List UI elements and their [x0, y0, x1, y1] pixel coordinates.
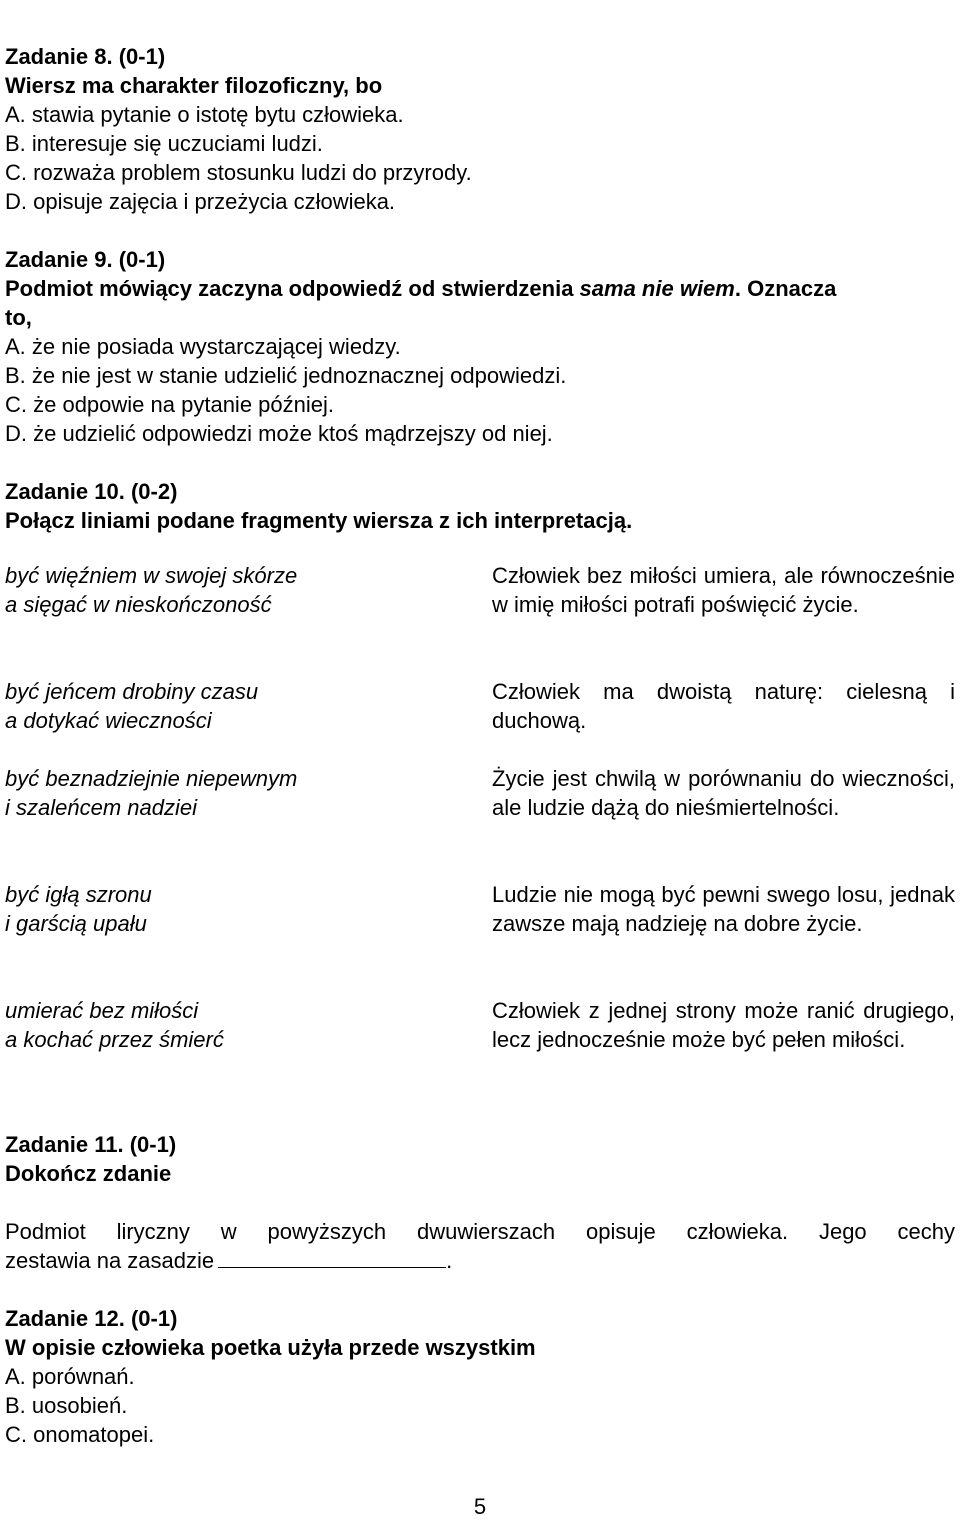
task-12-question: W opisie człowieka poetka użyła przede wszystkim: [5, 1335, 536, 1360]
task-9-option-c[interactable]: C. że odpowie na pytanie później.: [5, 392, 334, 417]
task-11-sentence-line2: [5, 1246, 955, 1275]
task-12-option-c[interactable]: C. onomatopei.: [5, 1422, 155, 1447]
interpretation-text: Człowiek z jednej strony może ranić drugiego, lecz jednocześnie może być pełen miłości.: [492, 998, 955, 1052]
interpretation-text: Człowiek bez miłości umiera, ale równocześnie w imię miłości potrafi poświęcić życie.: [492, 563, 955, 617]
fragment-line: być więźniem w swojej skórze: [5, 563, 298, 588]
page-number: 5: [473, 1494, 487, 1519]
task-8-option-b[interactable]: B. interesuje się uczuciami ludzi.: [5, 131, 323, 156]
task-9-option-a[interactable]: A. że nie posiada wystarczającej wiedzy.: [5, 334, 401, 359]
interpretations-column: [492, 561, 955, 1112]
task-8-question: Wiersz ma charakter filozoficzny, bo: [5, 73, 383, 98]
task-8-option-c[interactable]: C. rozważa problem stosunku ludzi do przyrody.: [5, 160, 472, 185]
fragment-line: a kochać przez śmierć: [5, 1027, 224, 1052]
fragment-item[interactable]: [5, 764, 365, 851]
answer-blank[interactable]: [218, 1247, 446, 1268]
interpretation-item[interactable]: [492, 677, 955, 735]
task-11: [5, 1130, 955, 1275]
task-12-title: Zadanie 12. (0-1): [5, 1306, 178, 1331]
fragment-line: umierać bez miłości: [5, 998, 199, 1023]
fragment-item[interactable]: [5, 996, 365, 1083]
task-9-question-line2: to,: [5, 305, 32, 330]
task-11-sentence-end: .: [446, 1248, 453, 1273]
task-9: [5, 245, 955, 448]
fragment-line: i garścią upału: [5, 911, 147, 936]
task-11-title: Zadanie 11. (0-1): [5, 1132, 177, 1157]
task-12: [5, 1304, 955, 1449]
fragment-line: być beznadziejnie niepewnym: [5, 766, 298, 791]
interpretation-text: Ludzie nie mogą być pewni swego losu, jednak zawsze mają nadzieję na dobre życie.: [492, 882, 955, 936]
task-9-option-b[interactable]: B. że nie jest w stanie udzielić jednoznacznej odpowiedzi.: [5, 363, 567, 388]
interpretation-text: Życie jest chwilą w porównaniu do wieczności, ale ludzie dążą do nieśmiertelności.: [492, 766, 955, 820]
fragment-line: a dotykać wieczności: [5, 708, 212, 733]
interpretation-item[interactable]: [492, 561, 955, 648]
interpretation-item[interactable]: [492, 880, 955, 967]
task-8-title: Zadanie 8. (0-1): [5, 44, 166, 69]
task-12-option-b[interactable]: B. uosobień.: [5, 1393, 128, 1418]
fragment-item[interactable]: [5, 561, 365, 648]
task-8: [5, 42, 955, 216]
task-9-question-end: . Oznacza: [734, 276, 837, 301]
task-11-sentence-text: zestawia na zasadzie: [5, 1248, 215, 1273]
fragment-line: a sięgać w nieskończoność: [5, 592, 272, 617]
task-12-option-a[interactable]: A. porównań.: [5, 1364, 135, 1389]
task-10-title: Zadanie 10. (0-2): [5, 479, 178, 504]
interpretation-item[interactable]: [492, 996, 955, 1083]
fragments-column: [5, 561, 365, 1112]
task-8-option-a[interactable]: A. stawia pytanie o istotę bytu człowieka.: [5, 102, 404, 127]
fragment-line: być jeńcem drobiny czasu: [5, 679, 259, 704]
interpretation-text: Człowiek ma dwoistą naturę: cielesną i duchową.: [492, 679, 955, 733]
task-11-sentence-line1: Podmiot liryczny w powyższych dwuwierszach opisuje człowieka. Jego cechy: [5, 1219, 955, 1244]
task-9-title: Zadanie 9. (0-1): [5, 247, 166, 272]
matching-exercise: [5, 561, 955, 1112]
task-8-option-d[interactable]: D. opisuje zajęcia i przeżycia człowieka.: [5, 189, 396, 214]
fragment-item[interactable]: [5, 677, 365, 735]
task-10: [5, 477, 955, 1112]
task-9-quote: sama nie wiem: [579, 276, 735, 301]
task-11-question: Dokończ zdanie: [5, 1161, 172, 1186]
fragment-line: być igłą szronu: [5, 882, 152, 907]
fragment-item[interactable]: [5, 880, 365, 967]
task-10-question: Połącz liniami podane fragmenty wiersza z ich interpretacją.: [5, 508, 633, 533]
task-9-question-text: Podmiot mówiący zaczyna odpowiedź od stwierdzenia: [5, 276, 580, 301]
task-9-option-d[interactable]: D. że udzielić odpowiedzi może ktoś mądrzejszy od niej.: [5, 421, 553, 446]
fragment-line: i szaleńcem nadziei: [5, 795, 197, 820]
task-9-question: [5, 274, 955, 303]
document-page: [5, 42, 955, 1449]
interpretation-item[interactable]: [492, 764, 955, 851]
